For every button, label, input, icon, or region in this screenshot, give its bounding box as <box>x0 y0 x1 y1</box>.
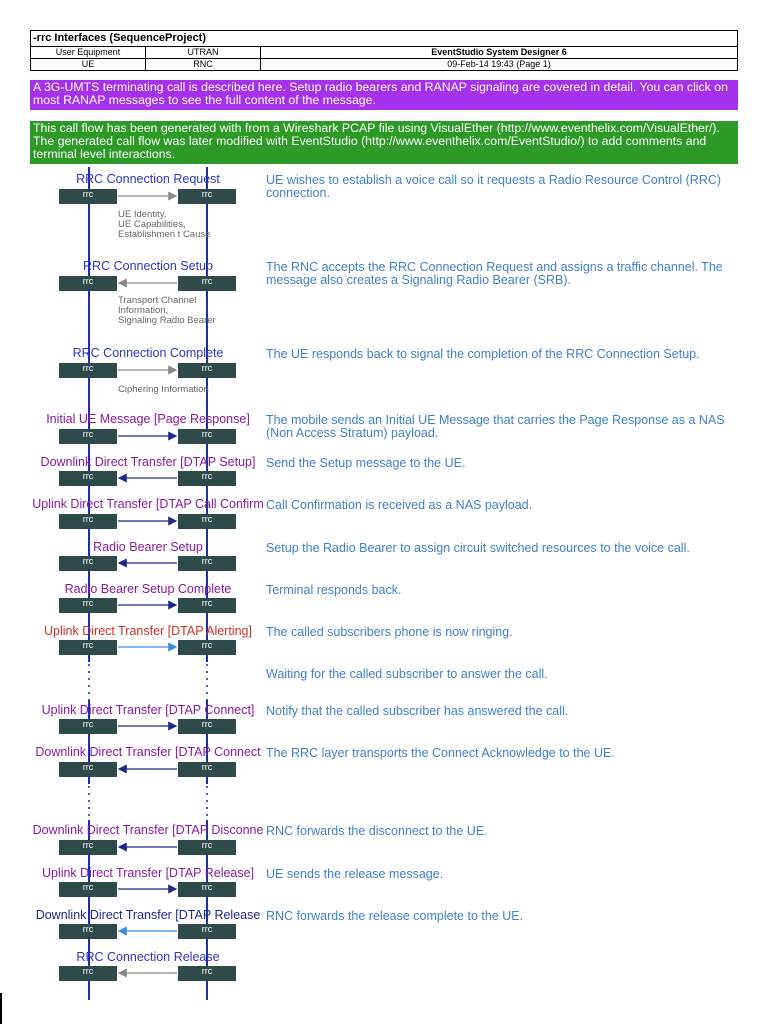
rrc-box-ue: rrc <box>59 276 117 291</box>
message-label[interactable]: RRC Connection Setup <box>83 259 213 273</box>
message-description: Send the Setup message to the UE. <box>266 456 466 470</box>
message-label[interactable]: Downlink Direct Transfer [DTAP Release <box>35 908 261 922</box>
entity-label-utran: UTRAN <box>146 47 261 59</box>
message-description: The RNC accepts the RRC Connection Request and assigns a traffic channel. The message also creates a Signaling Radio Bearer (SRB). <box>266 260 723 287</box>
entity-label-ue: User Equipment <box>31 47 146 59</box>
message-description: Waiting for the called subscriber to answer the call. <box>266 667 548 681</box>
message-label[interactable]: RRC Connection Complete <box>72 346 224 360</box>
message-label[interactable]: Radio Bearer Setup Complete <box>64 582 232 596</box>
waiting-dots <box>89 664 207 820</box>
message-label[interactable]: Downlink Direct Transfer [DTAP Setup] <box>40 455 256 469</box>
intro-purple-banner: A 3G-UMTS terminating call is described here. Setup radio bearers and RANAP signaling are covered in detail. You can click on most RANAP messages to see the full content of the message. <box>30 80 738 110</box>
rrc-box-rnc: rrc <box>178 719 236 734</box>
message-description: RNC forwards the disconnect to the UE. <box>266 824 488 838</box>
rrc-box-rnc: rrc <box>178 514 236 529</box>
rrc-box-ue: rrc <box>59 840 117 855</box>
rrc-box-ue: rrc <box>59 882 117 897</box>
rrc-box-ue: rrc <box>59 966 117 981</box>
rrc-box-rnc: rrc <box>178 640 236 655</box>
rrc-box-ue: rrc <box>59 762 117 777</box>
parameter: UE Capabilities, <box>118 219 186 230</box>
message-label[interactable]: Uplink Direct Transfer [DTAP Connect] <box>41 703 255 717</box>
rrc-box-rnc: rrc <box>178 363 236 378</box>
message-label[interactable]: RRC Connection Request <box>76 172 220 186</box>
message-label[interactable]: Downlink Direct Transfer [DTAP Connect <box>35 745 261 759</box>
parameter: Signaling Radio Bearer <box>118 315 216 326</box>
rrc-box-ue: rrc <box>59 924 117 939</box>
rrc-box-rnc: rrc <box>178 966 236 981</box>
parameter: UE Identity, <box>118 209 167 220</box>
message-label[interactable]: Initial UE Message [Page Response] <box>46 412 250 426</box>
message-description: UE wishes to establish a voice call so it requests a Radio Resource Control (RRC) connection. <box>266 173 722 200</box>
rrc-box-ue: rrc <box>59 471 117 486</box>
message-label[interactable]: Uplink Direct Transfer [DTAP Release] <box>41 866 255 880</box>
rrc-box-rnc: rrc <box>178 556 236 571</box>
rrc-box-rnc: rrc <box>178 471 236 486</box>
message-description: Call Confirmation is received as a NAS payload. <box>266 498 533 512</box>
rrc-box-ue: rrc <box>59 189 117 204</box>
rrc-box-ue: rrc <box>59 514 117 529</box>
rrc-box-rnc: rrc <box>178 762 236 777</box>
document-title: -rrc Interfaces (SequenceProject) <box>31 31 738 47</box>
message-label[interactable]: Uplink Direct Transfer [DTAP Call Confirm <box>32 497 264 511</box>
parameter: Ciphering Information <box>118 384 209 395</box>
rrc-box-ue: rrc <box>59 598 117 613</box>
message-description: The UE responds back to signal the completion of the RRC Connection Setup. <box>266 347 700 361</box>
message-description: UE sends the release message. <box>266 867 444 881</box>
rrc-box-rnc: rrc <box>178 924 236 939</box>
entity-name-rnc: RNC <box>146 59 261 71</box>
parameter: Information, <box>118 305 169 316</box>
message-label[interactable]: Radio Bearer Setup <box>93 540 203 554</box>
waiting-dots <box>87 662 209 820</box>
rrc-box-rnc: rrc <box>178 276 236 291</box>
parameter: Transport Channel <box>118 295 197 306</box>
message-description: The called subscribers phone is now ringing. <box>266 625 513 639</box>
rrc-box-ue: rrc <box>59 719 117 734</box>
rrc-box-rnc: rrc <box>178 882 236 897</box>
rrc-box-rnc: rrc <box>178 429 236 444</box>
entity-name-ue: UE <box>31 59 146 71</box>
rrc-box-ue: rrc <box>59 640 117 655</box>
intro-green-banner: This call flow has been generated with from a Wireshark PCAP file using VisualEther (http://www.eventhelix.com/VisualEther/). The generated call flow was later modified with EventStudio (http://www.eventhelix.com/EventStudio/) to add comments and terminal level interactions. <box>30 121 738 164</box>
message-description: Setup the Radio Bearer to assign circuit switched resources to the voice call. <box>266 541 690 555</box>
rrc-box-ue: rrc <box>59 429 117 444</box>
rrc-box-rnc: rrc <box>178 189 236 204</box>
message-description: Terminal responds back. <box>266 583 402 597</box>
rrc-box-rnc: rrc <box>178 840 236 855</box>
message-label[interactable]: RRC Connection Release <box>76 950 220 964</box>
message-label[interactable]: Downlink Direct Transfer [DTAP Disconne <box>32 823 264 837</box>
message-description: The RRC layer transports the Connect Acknowledge to the UE. <box>266 746 615 760</box>
parameter: Establishmen t Cause <box>118 229 211 240</box>
message-description: The mobile sends an Initial UE Message that carries the Page Response as a NAS (Non Access Stratum) payload. <box>266 413 725 440</box>
message-description: RNC forwards the release complete to the UE. <box>266 909 524 923</box>
rrc-box-ue: rrc <box>59 556 117 571</box>
page-edge-marker <box>0 993 2 1024</box>
rrc-box-ue: rrc <box>59 363 117 378</box>
rrc-box-rnc: rrc <box>178 598 236 613</box>
tool-name: EventStudio System Designer 6 <box>261 47 738 59</box>
message-description: Notify that the called subscriber has answered the call. <box>266 704 569 718</box>
message-label[interactable]: Uplink Direct Transfer [DTAP Alerting] <box>44 624 252 638</box>
timestamp-page: 09-Feb-14 19:43 (Page 1) <box>261 59 738 71</box>
